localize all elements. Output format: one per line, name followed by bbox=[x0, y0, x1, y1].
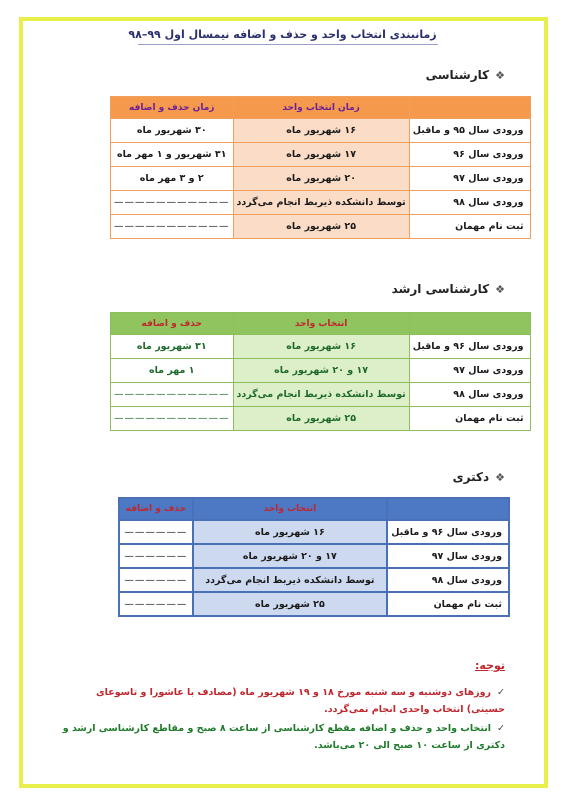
header-cell bbox=[387, 498, 509, 520]
row-label: ورودی سال ۹۶ bbox=[409, 143, 530, 167]
notes-block bbox=[60, 684, 505, 754]
addrop-date: ——————————— bbox=[111, 383, 234, 407]
table-row bbox=[111, 119, 531, 143]
row-label: ورودی سال ۹۶ و ماقبل bbox=[409, 335, 530, 359]
section-title: کارشناسی bbox=[425, 68, 490, 82]
row-label: ورودی سال ۹۷ bbox=[387, 544, 509, 568]
title-underline bbox=[138, 44, 438, 45]
karshenasi-table bbox=[110, 96, 531, 239]
row-label: ثبت نام مهمان bbox=[387, 592, 509, 616]
diamond-bullet-icon: ❖ bbox=[495, 471, 505, 484]
section-heading-karshenasi bbox=[426, 68, 505, 82]
row-label: ورودی سال ۹۸ bbox=[409, 383, 530, 407]
table-row bbox=[111, 407, 531, 431]
addrop-date: ۳۱ شهریور و ۱ مهر ماه bbox=[111, 143, 234, 167]
row-label: ورودی سال ۹۸ bbox=[409, 191, 530, 215]
table-header-row bbox=[119, 498, 509, 520]
addrop-date: ۳۰ شهریور ماه bbox=[111, 119, 234, 143]
select-date: توسط دانشکده ذیربط انجام می‌گردد bbox=[193, 568, 387, 592]
addrop-date: ——————————— bbox=[111, 407, 234, 431]
addrop-date: —————— bbox=[119, 520, 193, 544]
section-heading-doctor bbox=[453, 470, 505, 484]
note-text: روزهای دوشنبه و سه شنبه مورخ ۱۸ و ۱۹ شهریور ماه (مصادف با عاشورا و تاسوعای حسینی) انتخاب واحدی انجام نمی‌گردد. bbox=[95, 687, 505, 715]
header-cell bbox=[409, 97, 530, 119]
row-label: ورودی سال ۹۷ bbox=[409, 359, 530, 383]
page-title: زمانبندی انتخاب واحد و حذف و اضافه نیمسال اول ۹۹–۹۸ bbox=[128, 28, 437, 41]
table-row bbox=[111, 215, 531, 239]
select-date: ۱۶ شهریور ماه bbox=[233, 335, 409, 359]
checkmark-icon: ✓ bbox=[497, 723, 505, 734]
header-cell: حذف و اضافه bbox=[119, 498, 193, 520]
header-cell: زمان حذف و اضافه bbox=[111, 97, 234, 119]
row-label: ثبت نام مهمان bbox=[409, 215, 530, 239]
header-cell: انتخاب واحد bbox=[193, 498, 387, 520]
select-date: ۱۷ و ۲۰ شهریور ماه bbox=[233, 359, 409, 383]
table-row bbox=[119, 592, 509, 616]
row-label: ورودی سال ۹۸ bbox=[387, 568, 509, 592]
select-date: ۲۵ شهریور ماه bbox=[233, 215, 409, 239]
addrop-date: ——————————— bbox=[111, 191, 234, 215]
table-row bbox=[111, 335, 531, 359]
diamond-bullet-icon: ❖ bbox=[495, 69, 505, 82]
table-row bbox=[119, 544, 509, 568]
select-date: ۲۰ شهریور ماه bbox=[233, 167, 409, 191]
select-date: ۲۵ شهریور ماه bbox=[233, 407, 409, 431]
header-cell: زمان انتخاب واحد bbox=[233, 97, 409, 119]
header-cell: حذف و اضافه bbox=[111, 313, 234, 335]
addrop-date: —————— bbox=[119, 544, 193, 568]
section-heading-arshad bbox=[392, 282, 505, 296]
select-date: ۲۵ شهریور ماه bbox=[193, 592, 387, 616]
note-text: انتخاب واحد و حذف و اضافه مقطع کارشناسی از ساعت ۸ صبح و مقاطع کارشناسی ارشد و دکتری از ساعت ۱۰ صبح الی ۲۰ می‌باشد. bbox=[62, 723, 505, 751]
row-label: ورودی سال ۹۷ bbox=[409, 167, 530, 191]
note-heading: توجه: bbox=[474, 659, 505, 672]
addrop-date: ۳۱ شهریور ماه bbox=[111, 335, 234, 359]
addrop-date: —————— bbox=[119, 568, 193, 592]
table-row bbox=[111, 143, 531, 167]
table-row bbox=[119, 520, 509, 544]
select-date: ۱۷ و ۲۰ شهریور ماه bbox=[193, 544, 387, 568]
table-row bbox=[111, 167, 531, 191]
select-date: ۱۷ شهریور ماه bbox=[233, 143, 409, 167]
table-row bbox=[111, 359, 531, 383]
table-row bbox=[111, 383, 531, 407]
header-cell: انتخاب واحد bbox=[233, 313, 409, 335]
select-date: توسط دانشکده ذیربط انجام می‌گردد bbox=[233, 383, 409, 407]
row-label: ثبت نام مهمان bbox=[409, 407, 530, 431]
addrop-date: ——————————— bbox=[111, 215, 234, 239]
select-date: توسط دانشکده ذیربط انجام می‌گردد bbox=[233, 191, 409, 215]
checkmark-icon: ✓ bbox=[497, 687, 505, 698]
doctor-table bbox=[118, 497, 510, 617]
table-row bbox=[119, 568, 509, 592]
addrop-date: —————— bbox=[119, 592, 193, 616]
row-label: ورودی سال ۹۵ و ماقبل bbox=[409, 119, 530, 143]
diamond-bullet-icon: ❖ bbox=[495, 283, 505, 296]
select-date: ۱۶ شهریور ماه bbox=[193, 520, 387, 544]
section-title: دکتری bbox=[452, 470, 490, 484]
header-cell bbox=[409, 313, 530, 335]
table-header-row bbox=[111, 97, 531, 119]
row-label: ورودی سال ۹۶ و ماقبل bbox=[387, 520, 509, 544]
addrop-date: ۱ مهر ماه bbox=[111, 359, 234, 383]
section-title: کارشناسی ارشد bbox=[391, 282, 490, 296]
addrop-date: ۲ و ۳ مهر ماه bbox=[111, 167, 234, 191]
arshad-table bbox=[110, 312, 531, 431]
note-item bbox=[60, 684, 505, 718]
table-row bbox=[111, 191, 531, 215]
select-date: ۱۶ شهریور ماه bbox=[233, 119, 409, 143]
table-header-row bbox=[111, 313, 531, 335]
note-item bbox=[60, 720, 505, 754]
